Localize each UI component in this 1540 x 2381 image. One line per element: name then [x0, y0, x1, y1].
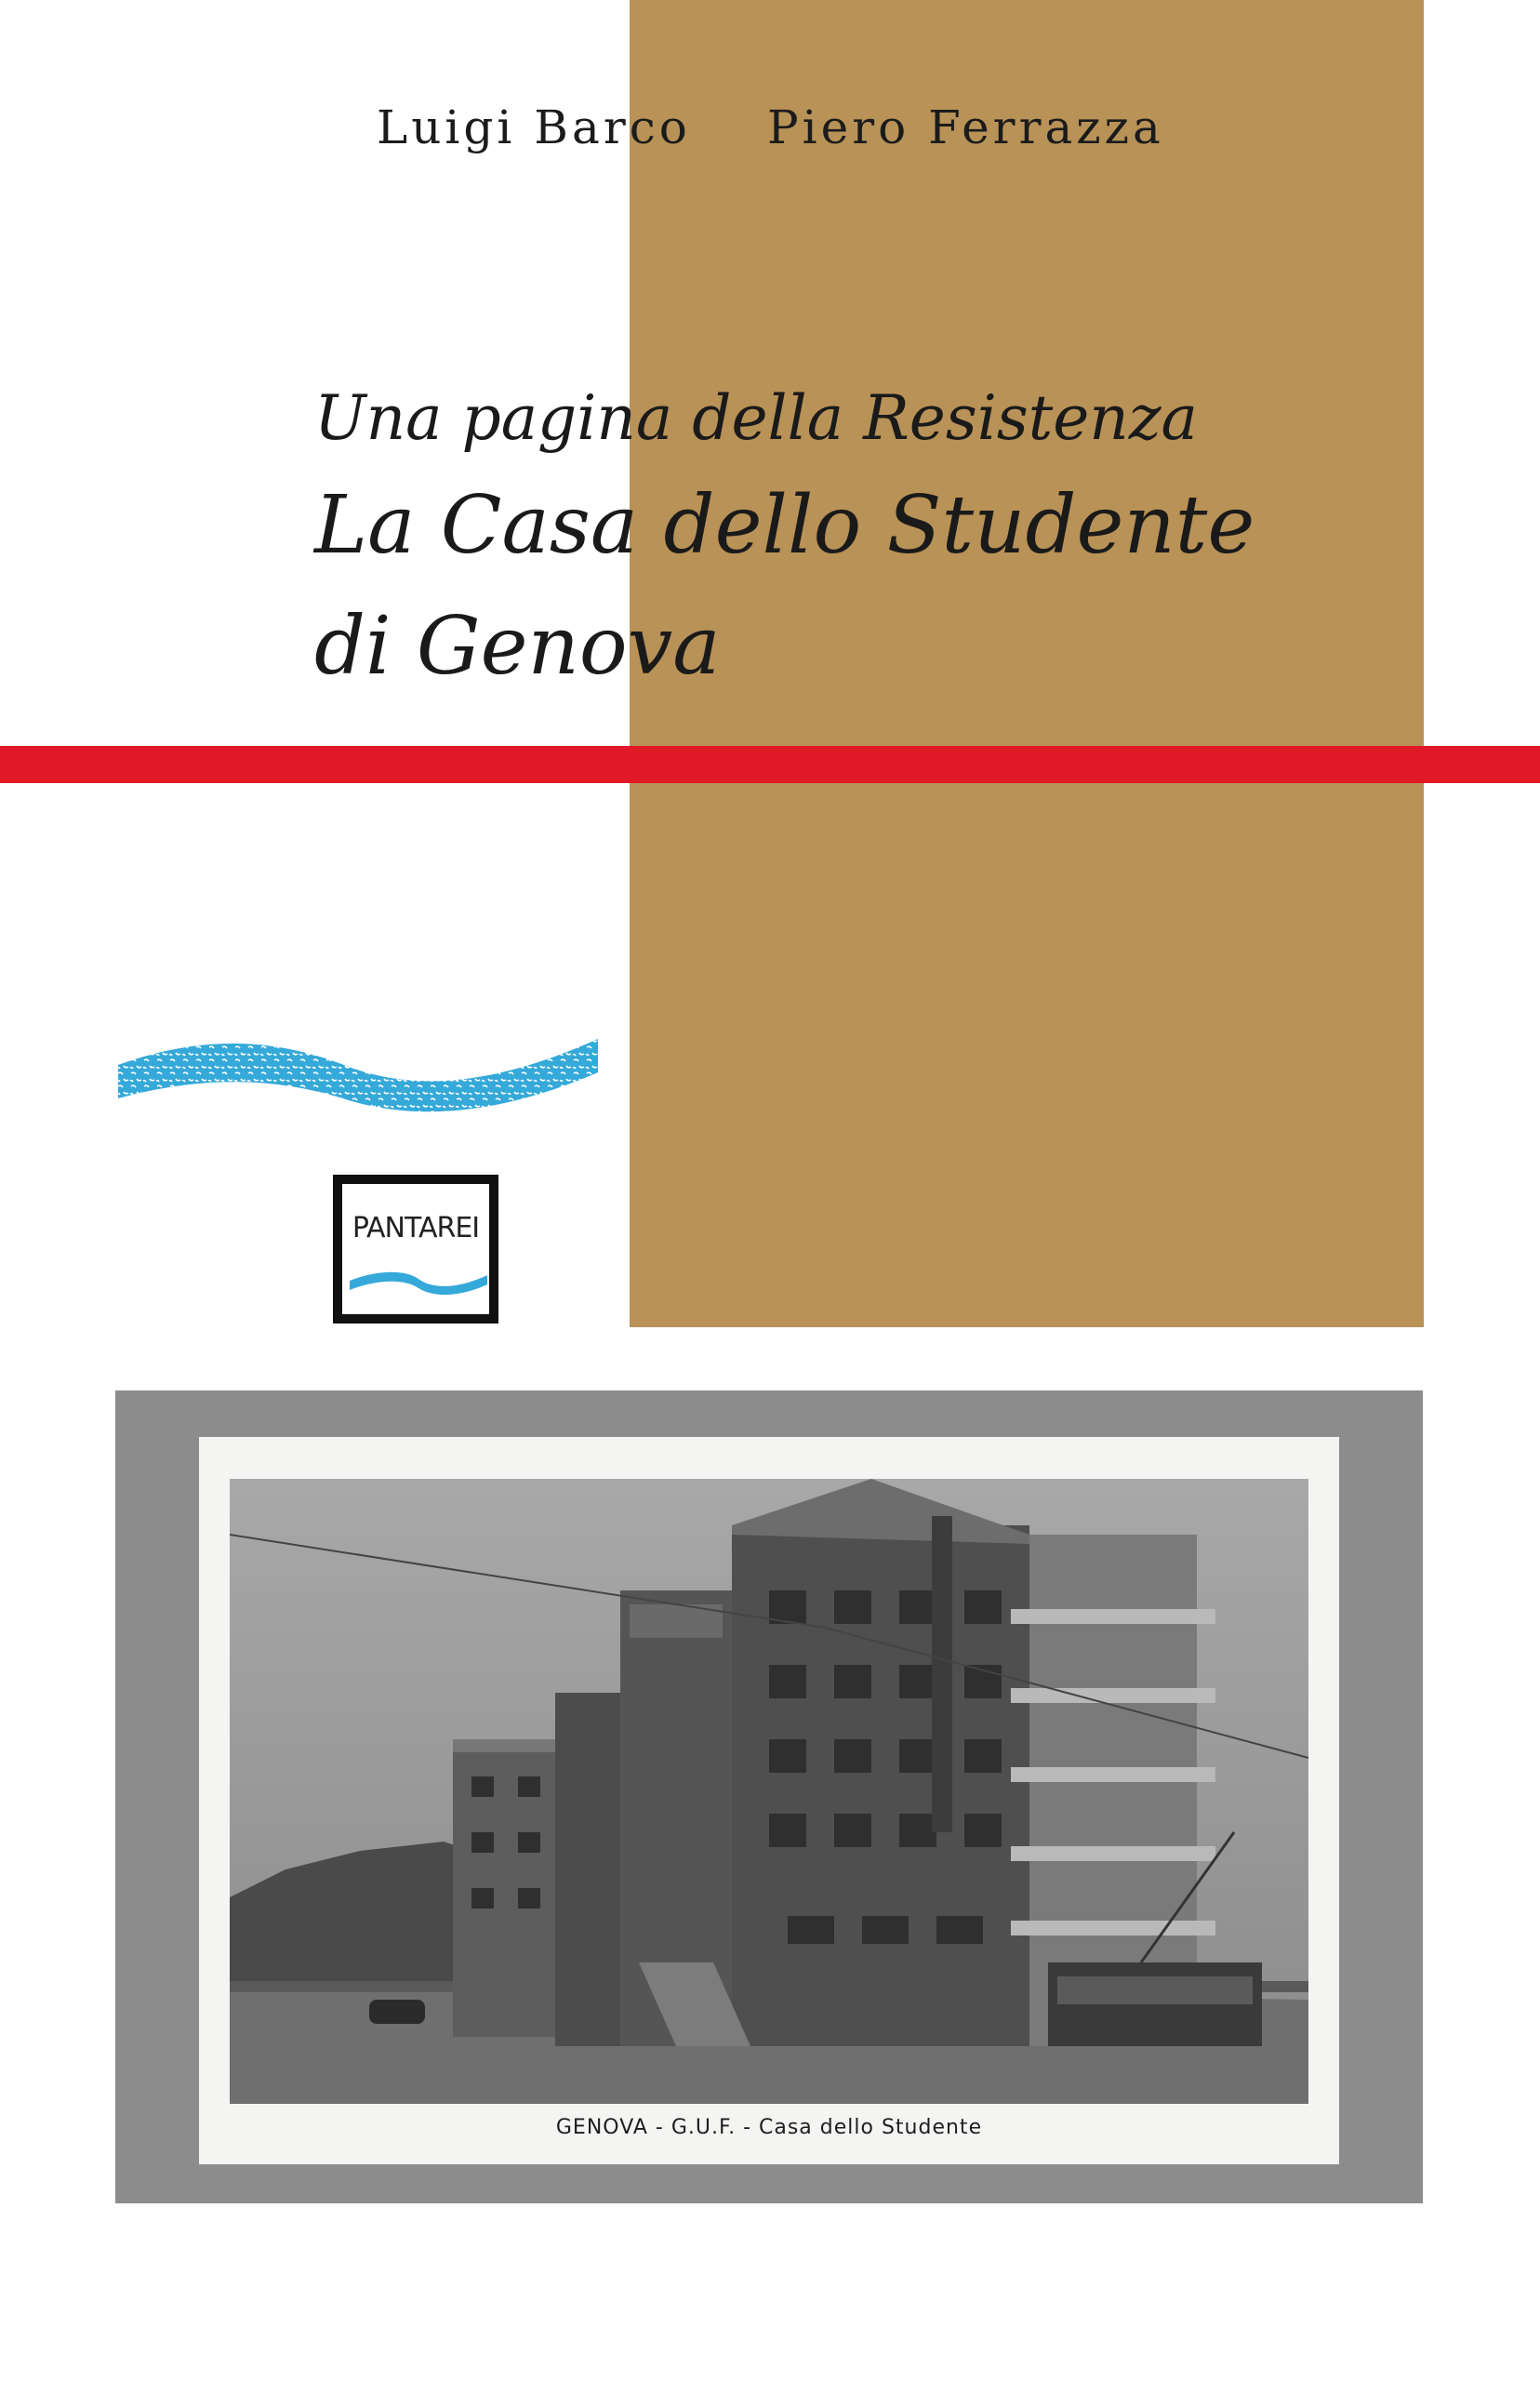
book-subtitle: Una pagina della Resistenza [314, 382, 1198, 454]
logo-frame [333, 1175, 498, 1324]
publisher-logo-text: PANTAREI [352, 1212, 480, 1244]
logo-wave-icon [350, 1266, 487, 1296]
photo-caption: GENOVA - G.U.F. - Casa dello Studente [555, 2116, 983, 2139]
pantarei-logo-icon [333, 1175, 498, 1324]
red-stripe [0, 746, 1540, 783]
postcard [199, 1437, 1339, 2164]
building-photo-illustration [230, 1479, 1308, 2104]
book-title-line-1: La Casa dello Studente [314, 479, 1255, 572]
author-piero-ferrazza: Piero Ferrazza [767, 100, 1164, 154]
building-photo [230, 1479, 1308, 2104]
book-title-line-2: di Genova [314, 600, 721, 693]
wave-pattern-icon [116, 1018, 600, 1121]
authors [0, 100, 1540, 166]
title-block [314, 372, 1255, 707]
photo-frame [115, 1390, 1423, 2203]
author-luigi-barco: Luigi Barco [377, 100, 691, 154]
